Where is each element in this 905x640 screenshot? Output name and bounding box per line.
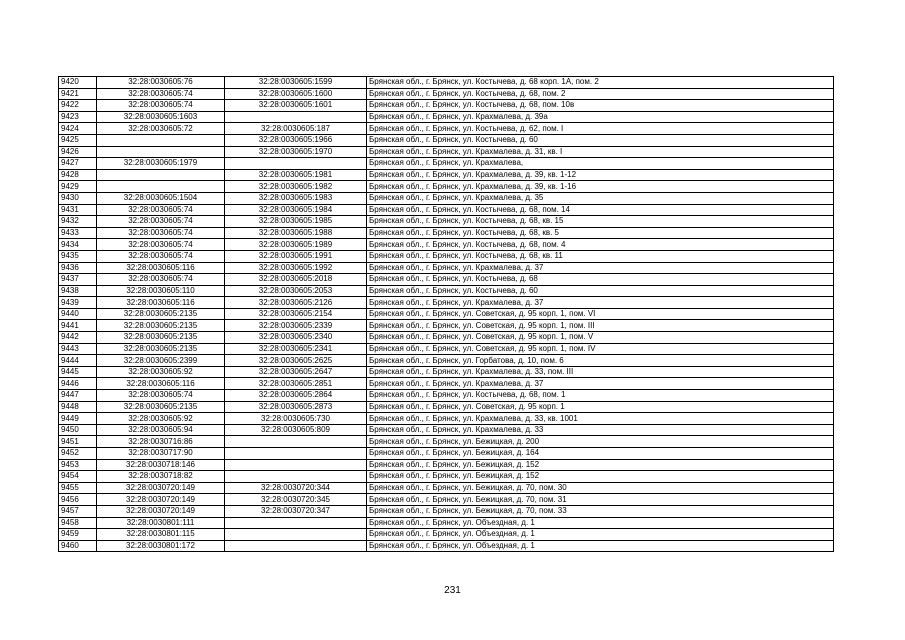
object-number-cell: 32:28:0030605:1991 xyxy=(225,250,367,262)
row-number-cell: 9435 xyxy=(59,250,97,262)
row-number-cell: 9428 xyxy=(59,169,97,181)
object-number-cell: 32:28:0030605:2647 xyxy=(225,366,367,378)
address-cell: Брянская обл., г. Брянск, ул. Бежицкая, д. 200 xyxy=(367,436,834,448)
table-body xyxy=(59,77,834,552)
row-number-cell: 9440 xyxy=(59,308,97,320)
land-plot-number-cell: 32:28:0030605:110 xyxy=(97,285,225,297)
address-cell: Брянская обл., г. Брянск, ул. Крахмалева, д. 39, кв. 1-12 xyxy=(367,169,834,181)
row-number-cell: 9444 xyxy=(59,355,97,367)
address-cell: Брянская обл., г. Брянск, ул. Крахмалева, д. 35 xyxy=(367,192,834,204)
table-row xyxy=(59,378,834,390)
table-row xyxy=(59,88,834,100)
row-number-cell: 9457 xyxy=(59,505,97,517)
row-number-cell: 9422 xyxy=(59,100,97,112)
land-plot-number-cell: 32:28:0030605:74 xyxy=(97,274,225,286)
object-number-cell: 32:28:0030605:1988 xyxy=(225,227,367,239)
row-number-cell: 9458 xyxy=(59,517,97,529)
table-row xyxy=(59,540,834,552)
table-row xyxy=(59,529,834,541)
address-cell: Брянская обл., г. Брянск, ул. Крахмалева, xyxy=(367,158,834,170)
table-row xyxy=(59,134,834,146)
address-cell: Брянская обл., г. Брянск, ул. Крахмалева, д. 33 xyxy=(367,424,834,436)
object-number-cell xyxy=(225,436,367,448)
table-row xyxy=(59,77,834,89)
row-number-cell: 9431 xyxy=(59,204,97,216)
address-cell: Брянская обл., г. Брянск, ул. Костычева, д. 68, пом. 1 xyxy=(367,390,834,402)
land-plot-number-cell: 32:28:0030605:2135 xyxy=(97,308,225,320)
table-row xyxy=(59,158,834,170)
address-cell: Брянская обл., г. Брянск, ул. Костычева, д. 68, кв. 11 xyxy=(367,250,834,262)
object-number-cell xyxy=(225,517,367,529)
object-number-cell: 32:28:0030605:1599 xyxy=(225,77,367,89)
land-plot-number-cell: 32:28:0030605:74 xyxy=(97,227,225,239)
row-number-cell: 9446 xyxy=(59,378,97,390)
address-cell: Брянская обл., г. Брянск, ул. Бежицкая, д. 164 xyxy=(367,448,834,460)
table-row xyxy=(59,494,834,506)
row-number-cell: 9437 xyxy=(59,274,97,286)
table-row xyxy=(59,216,834,228)
address-cell: Брянская обл., г. Брянск, ул. Костычева, д. 68 корп. 1А, пом. 2 xyxy=(367,77,834,89)
land-plot-number-cell: 32:28:0030717:90 xyxy=(97,448,225,460)
address-cell: Брянская обл., г. Брянск, ул. Костычева, д. 60 xyxy=(367,134,834,146)
row-number-cell: 9430 xyxy=(59,192,97,204)
land-plot-number-cell: 32:28:0030605:2135 xyxy=(97,320,225,332)
land-plot-number-cell: 32:28:0030605:92 xyxy=(97,366,225,378)
land-plot-number-cell xyxy=(97,181,225,193)
row-number-cell: 9441 xyxy=(59,320,97,332)
table-row xyxy=(59,424,834,436)
address-cell: Брянская обл., г. Брянск, ул. Объездная, д. 1 xyxy=(367,529,834,541)
address-cell: Брянская обл., г. Брянск, ул. Бежицкая, д. 70, пом. 30 xyxy=(367,482,834,494)
object-number-cell: 32:28:0030605:2018 xyxy=(225,274,367,286)
address-cell: Брянская обл., г. Брянск, ул. Бежицкая, д. 152 xyxy=(367,471,834,483)
address-cell: Брянская обл., г. Брянск, ул. Крахмалева, д. 39а xyxy=(367,111,834,123)
object-number-cell: 32:28:0030720:347 xyxy=(225,505,367,517)
object-number-cell: 32:28:0030605:809 xyxy=(225,424,367,436)
row-number-cell: 9425 xyxy=(59,134,97,146)
address-cell: Брянская обл., г. Брянск, ул. Крахмалева, д. 39, кв. 1-16 xyxy=(367,181,834,193)
land-plot-number-cell: 32:28:0030605:94 xyxy=(97,424,225,436)
row-number-cell: 9454 xyxy=(59,471,97,483)
land-plot-number-cell: 32:28:0030605:76 xyxy=(97,77,225,89)
table-row xyxy=(59,505,834,517)
table-row xyxy=(59,436,834,448)
table-row xyxy=(59,517,834,529)
table-row xyxy=(59,448,834,460)
table-row xyxy=(59,401,834,413)
land-plot-number-cell: 32:28:0030718:146 xyxy=(97,459,225,471)
row-number-cell: 9456 xyxy=(59,494,97,506)
row-number-cell: 9439 xyxy=(59,297,97,309)
land-plot-number-cell: 32:28:0030718:82 xyxy=(97,471,225,483)
land-plot-number-cell: 32:28:0030605:74 xyxy=(97,100,225,112)
address-cell: Брянская обл., г. Брянск, ул. Костычева, д. 62, пом. I xyxy=(367,123,834,135)
object-number-cell: 32:28:0030605:2864 xyxy=(225,390,367,402)
row-number-cell: 9433 xyxy=(59,227,97,239)
table-row xyxy=(59,146,834,158)
object-number-cell: 32:28:0030605:2851 xyxy=(225,378,367,390)
object-number-cell: 32:28:0030605:1985 xyxy=(225,216,367,228)
row-number-cell: 9427 xyxy=(59,158,97,170)
object-number-cell: 32:28:0030605:2873 xyxy=(225,401,367,413)
table-row xyxy=(59,320,834,332)
land-plot-number-cell: 32:28:0030605:2135 xyxy=(97,343,225,355)
row-number-cell: 9438 xyxy=(59,285,97,297)
address-cell: Брянская обл., г. Брянск, ул. Советская, д. 95 корп. 1, пом. IV xyxy=(367,343,834,355)
address-cell: Брянская обл., г. Брянск, ул. Советская, д. 95 корп. 1, пом. V xyxy=(367,332,834,344)
land-plot-number-cell: 32:28:0030605:74 xyxy=(97,390,225,402)
table-row xyxy=(59,343,834,355)
address-cell: Брянская обл., г. Брянск, ул. Бежицкая, д. 70, пом. 31 xyxy=(367,494,834,506)
land-plot-number-cell: 32:28:0030801:115 xyxy=(97,529,225,541)
row-number-cell: 9453 xyxy=(59,459,97,471)
table-row xyxy=(59,204,834,216)
land-plot-number-cell: 32:28:0030605:72 xyxy=(97,123,225,135)
address-cell: Брянская обл., г. Брянск, ул. Костычева, д. 60 xyxy=(367,285,834,297)
land-plot-number-cell: 32:28:0030801:172 xyxy=(97,540,225,552)
table-row xyxy=(59,366,834,378)
row-number-cell: 9452 xyxy=(59,448,97,460)
row-number-cell: 9436 xyxy=(59,262,97,274)
object-number-cell: 32:28:0030605:1966 xyxy=(225,134,367,146)
table-row xyxy=(59,100,834,112)
row-number-cell: 9423 xyxy=(59,111,97,123)
object-number-cell: 32:28:0030720:345 xyxy=(225,494,367,506)
address-cell: Брянская обл., г. Брянск, ул. Горбатова, д. 10, пом. 6 xyxy=(367,355,834,367)
object-number-cell: 32:28:0030605:1992 xyxy=(225,262,367,274)
row-number-cell: 9460 xyxy=(59,540,97,552)
land-plot-number-cell: 32:28:0030605:116 xyxy=(97,378,225,390)
land-plot-number-cell: 32:28:0030605:116 xyxy=(97,297,225,309)
table-row xyxy=(59,239,834,251)
object-number-cell: 32:28:0030605:1982 xyxy=(225,181,367,193)
address-cell: Брянская обл., г. Брянск, ул. Крахмалева, д. 37 xyxy=(367,378,834,390)
object-number-cell xyxy=(225,111,367,123)
land-plot-number-cell: 32:28:0030605:74 xyxy=(97,250,225,262)
land-plot-number-cell: 32:28:0030605:74 xyxy=(97,88,225,100)
land-plot-number-cell: 32:28:0030605:2135 xyxy=(97,401,225,413)
table-row xyxy=(59,355,834,367)
object-number-cell xyxy=(225,158,367,170)
object-number-cell: 32:28:0030605:2154 xyxy=(225,308,367,320)
table-row xyxy=(59,471,834,483)
land-plot-number-cell: 32:28:0030801:111 xyxy=(97,517,225,529)
table-row xyxy=(59,111,834,123)
table-row xyxy=(59,192,834,204)
address-cell: Брянская обл., г. Брянск, ул. Советская, д. 95 корп. 1, пом. III xyxy=(367,320,834,332)
address-cell: Брянская обл., г. Брянск, ул. Костычева, д. 68, кв. 5 xyxy=(367,227,834,239)
table-row xyxy=(59,262,834,274)
row-number-cell: 9420 xyxy=(59,77,97,89)
row-number-cell: 9429 xyxy=(59,181,97,193)
row-number-cell: 9426 xyxy=(59,146,97,158)
land-plot-number-cell: 32:28:0030605:1504 xyxy=(97,192,225,204)
row-number-cell: 9445 xyxy=(59,366,97,378)
row-number-cell: 9449 xyxy=(59,413,97,425)
address-cell: Брянская обл., г. Брянск, ул. Бежицкая, д. 70, пом. 33 xyxy=(367,505,834,517)
address-cell: Брянская обл., г. Брянск, ул. Костычева, д. 68, пом. 10в xyxy=(367,100,834,112)
object-number-cell xyxy=(225,448,367,460)
object-number-cell: 32:28:0030605:2339 xyxy=(225,320,367,332)
object-number-cell xyxy=(225,459,367,471)
address-cell: Брянская обл., г. Брянск, ул. Костычева, д. 68, пом. 2 xyxy=(367,88,834,100)
land-plot-number-cell: 32:28:0030605:116 xyxy=(97,262,225,274)
address-cell: Брянская обл., г. Брянск, ул. Костычева, д. 68, пом. 4 xyxy=(367,239,834,251)
land-plot-number-cell xyxy=(97,146,225,158)
row-number-cell: 9443 xyxy=(59,343,97,355)
address-cell: Брянская обл., г. Брянск, ул. Советская, д. 95 корп. 1 xyxy=(367,401,834,413)
address-cell: Брянская обл., г. Брянск, ул. Костычева, д. 68, пом. 14 xyxy=(367,204,834,216)
row-number-cell: 9459 xyxy=(59,529,97,541)
address-cell: Брянская обл., г. Брянск, ул. Костычева, д. 68 xyxy=(367,274,834,286)
table-row xyxy=(59,413,834,425)
land-plot-number-cell xyxy=(97,169,225,181)
table-row xyxy=(59,285,834,297)
cadastral-table xyxy=(58,76,834,552)
land-plot-number-cell: 32:28:0030605:92 xyxy=(97,413,225,425)
table-row xyxy=(59,250,834,262)
land-plot-number-cell: 32:28:0030605:1603 xyxy=(97,111,225,123)
row-number-cell: 9421 xyxy=(59,88,97,100)
object-number-cell: 32:28:0030605:1984 xyxy=(225,204,367,216)
object-number-cell: 32:28:0030605:2340 xyxy=(225,332,367,344)
table-row xyxy=(59,227,834,239)
table-row xyxy=(59,123,834,135)
row-number-cell: 9432 xyxy=(59,216,97,228)
address-cell: Брянская обл., г. Брянск, ул. Крахмалева, д. 33, кв. 1001 xyxy=(367,413,834,425)
object-number-cell: 32:28:0030605:1989 xyxy=(225,239,367,251)
object-number-cell: 32:28:0030605:1601 xyxy=(225,100,367,112)
table-row xyxy=(59,390,834,402)
address-cell: Брянская обл., г. Брянск, ул. Крахмалева, д. 37 xyxy=(367,297,834,309)
land-plot-number-cell: 32:28:0030605:2135 xyxy=(97,332,225,344)
object-number-cell: 32:28:0030605:2341 xyxy=(225,343,367,355)
object-number-cell: 32:28:0030605:2625 xyxy=(225,355,367,367)
object-number-cell xyxy=(225,471,367,483)
land-plot-number-cell xyxy=(97,134,225,146)
table-row xyxy=(59,297,834,309)
object-number-cell: 32:28:0030605:187 xyxy=(225,123,367,135)
object-number-cell: 32:28:0030605:1981 xyxy=(225,169,367,181)
table-row xyxy=(59,332,834,344)
object-number-cell: 32:28:0030720:344 xyxy=(225,482,367,494)
object-number-cell: 32:28:0030605:2126 xyxy=(225,297,367,309)
table-row xyxy=(59,459,834,471)
land-plot-number-cell: 32:28:0030716:86 xyxy=(97,436,225,448)
row-number-cell: 9434 xyxy=(59,239,97,251)
land-plot-number-cell: 32:28:0030605:74 xyxy=(97,239,225,251)
object-number-cell: 32:28:0030605:1600 xyxy=(225,88,367,100)
object-number-cell xyxy=(225,529,367,541)
land-plot-number-cell: 32:28:0030605:1979 xyxy=(97,158,225,170)
address-cell: Брянская обл., г. Брянск, ул. Крахмалева, д. 37 xyxy=(367,262,834,274)
table-row xyxy=(59,181,834,193)
row-number-cell: 9442 xyxy=(59,332,97,344)
object-number-cell: 32:28:0030605:1970 xyxy=(225,146,367,158)
land-plot-number-cell: 32:28:0030720:149 xyxy=(97,505,225,517)
land-plot-number-cell: 32:28:0030720:149 xyxy=(97,482,225,494)
object-number-cell: 32:28:0030605:2053 xyxy=(225,285,367,297)
row-number-cell: 9447 xyxy=(59,390,97,402)
address-cell: Брянская обл., г. Брянск, ул. Советская, д. 95 корп. 1, пом. VI xyxy=(367,308,834,320)
object-number-cell: 32:28:0030605:1983 xyxy=(225,192,367,204)
row-number-cell: 9451 xyxy=(59,436,97,448)
object-number-cell: 32:28:0030605:730 xyxy=(225,413,367,425)
row-number-cell: 9424 xyxy=(59,123,97,135)
land-plot-number-cell: 32:28:0030605:74 xyxy=(97,216,225,228)
land-plot-number-cell: 32:28:0030605:2399 xyxy=(97,355,225,367)
table-row xyxy=(59,169,834,181)
address-cell: Брянская обл., г. Брянск, ул. Костычева, д. 68, кв. 15 xyxy=(367,216,834,228)
address-cell: Брянская обл., г. Брянск, ул. Бежицкая, д. 152 xyxy=(367,459,834,471)
page-number: 231 xyxy=(444,585,461,596)
row-number-cell: 9450 xyxy=(59,424,97,436)
table-row xyxy=(59,308,834,320)
address-cell: Брянская обл., г. Брянск, ул. Объездная, д. 1 xyxy=(367,540,834,552)
table-row xyxy=(59,274,834,286)
row-number-cell: 9448 xyxy=(59,401,97,413)
table-row xyxy=(59,482,834,494)
address-cell: Брянская обл., г. Брянск, ул. Объездная, д. 1 xyxy=(367,517,834,529)
address-cell: Брянская обл., г. Брянск, ул. Крахмалева, д. 31, кв. I xyxy=(367,146,834,158)
address-cell: Брянская обл., г. Брянск, ул. Крахмалева, д. 33, пом. III xyxy=(367,366,834,378)
row-number-cell: 9455 xyxy=(59,482,97,494)
land-plot-number-cell: 32:28:0030720:149 xyxy=(97,494,225,506)
object-number-cell xyxy=(225,540,367,552)
land-plot-number-cell: 32:28:0030605:74 xyxy=(97,204,225,216)
